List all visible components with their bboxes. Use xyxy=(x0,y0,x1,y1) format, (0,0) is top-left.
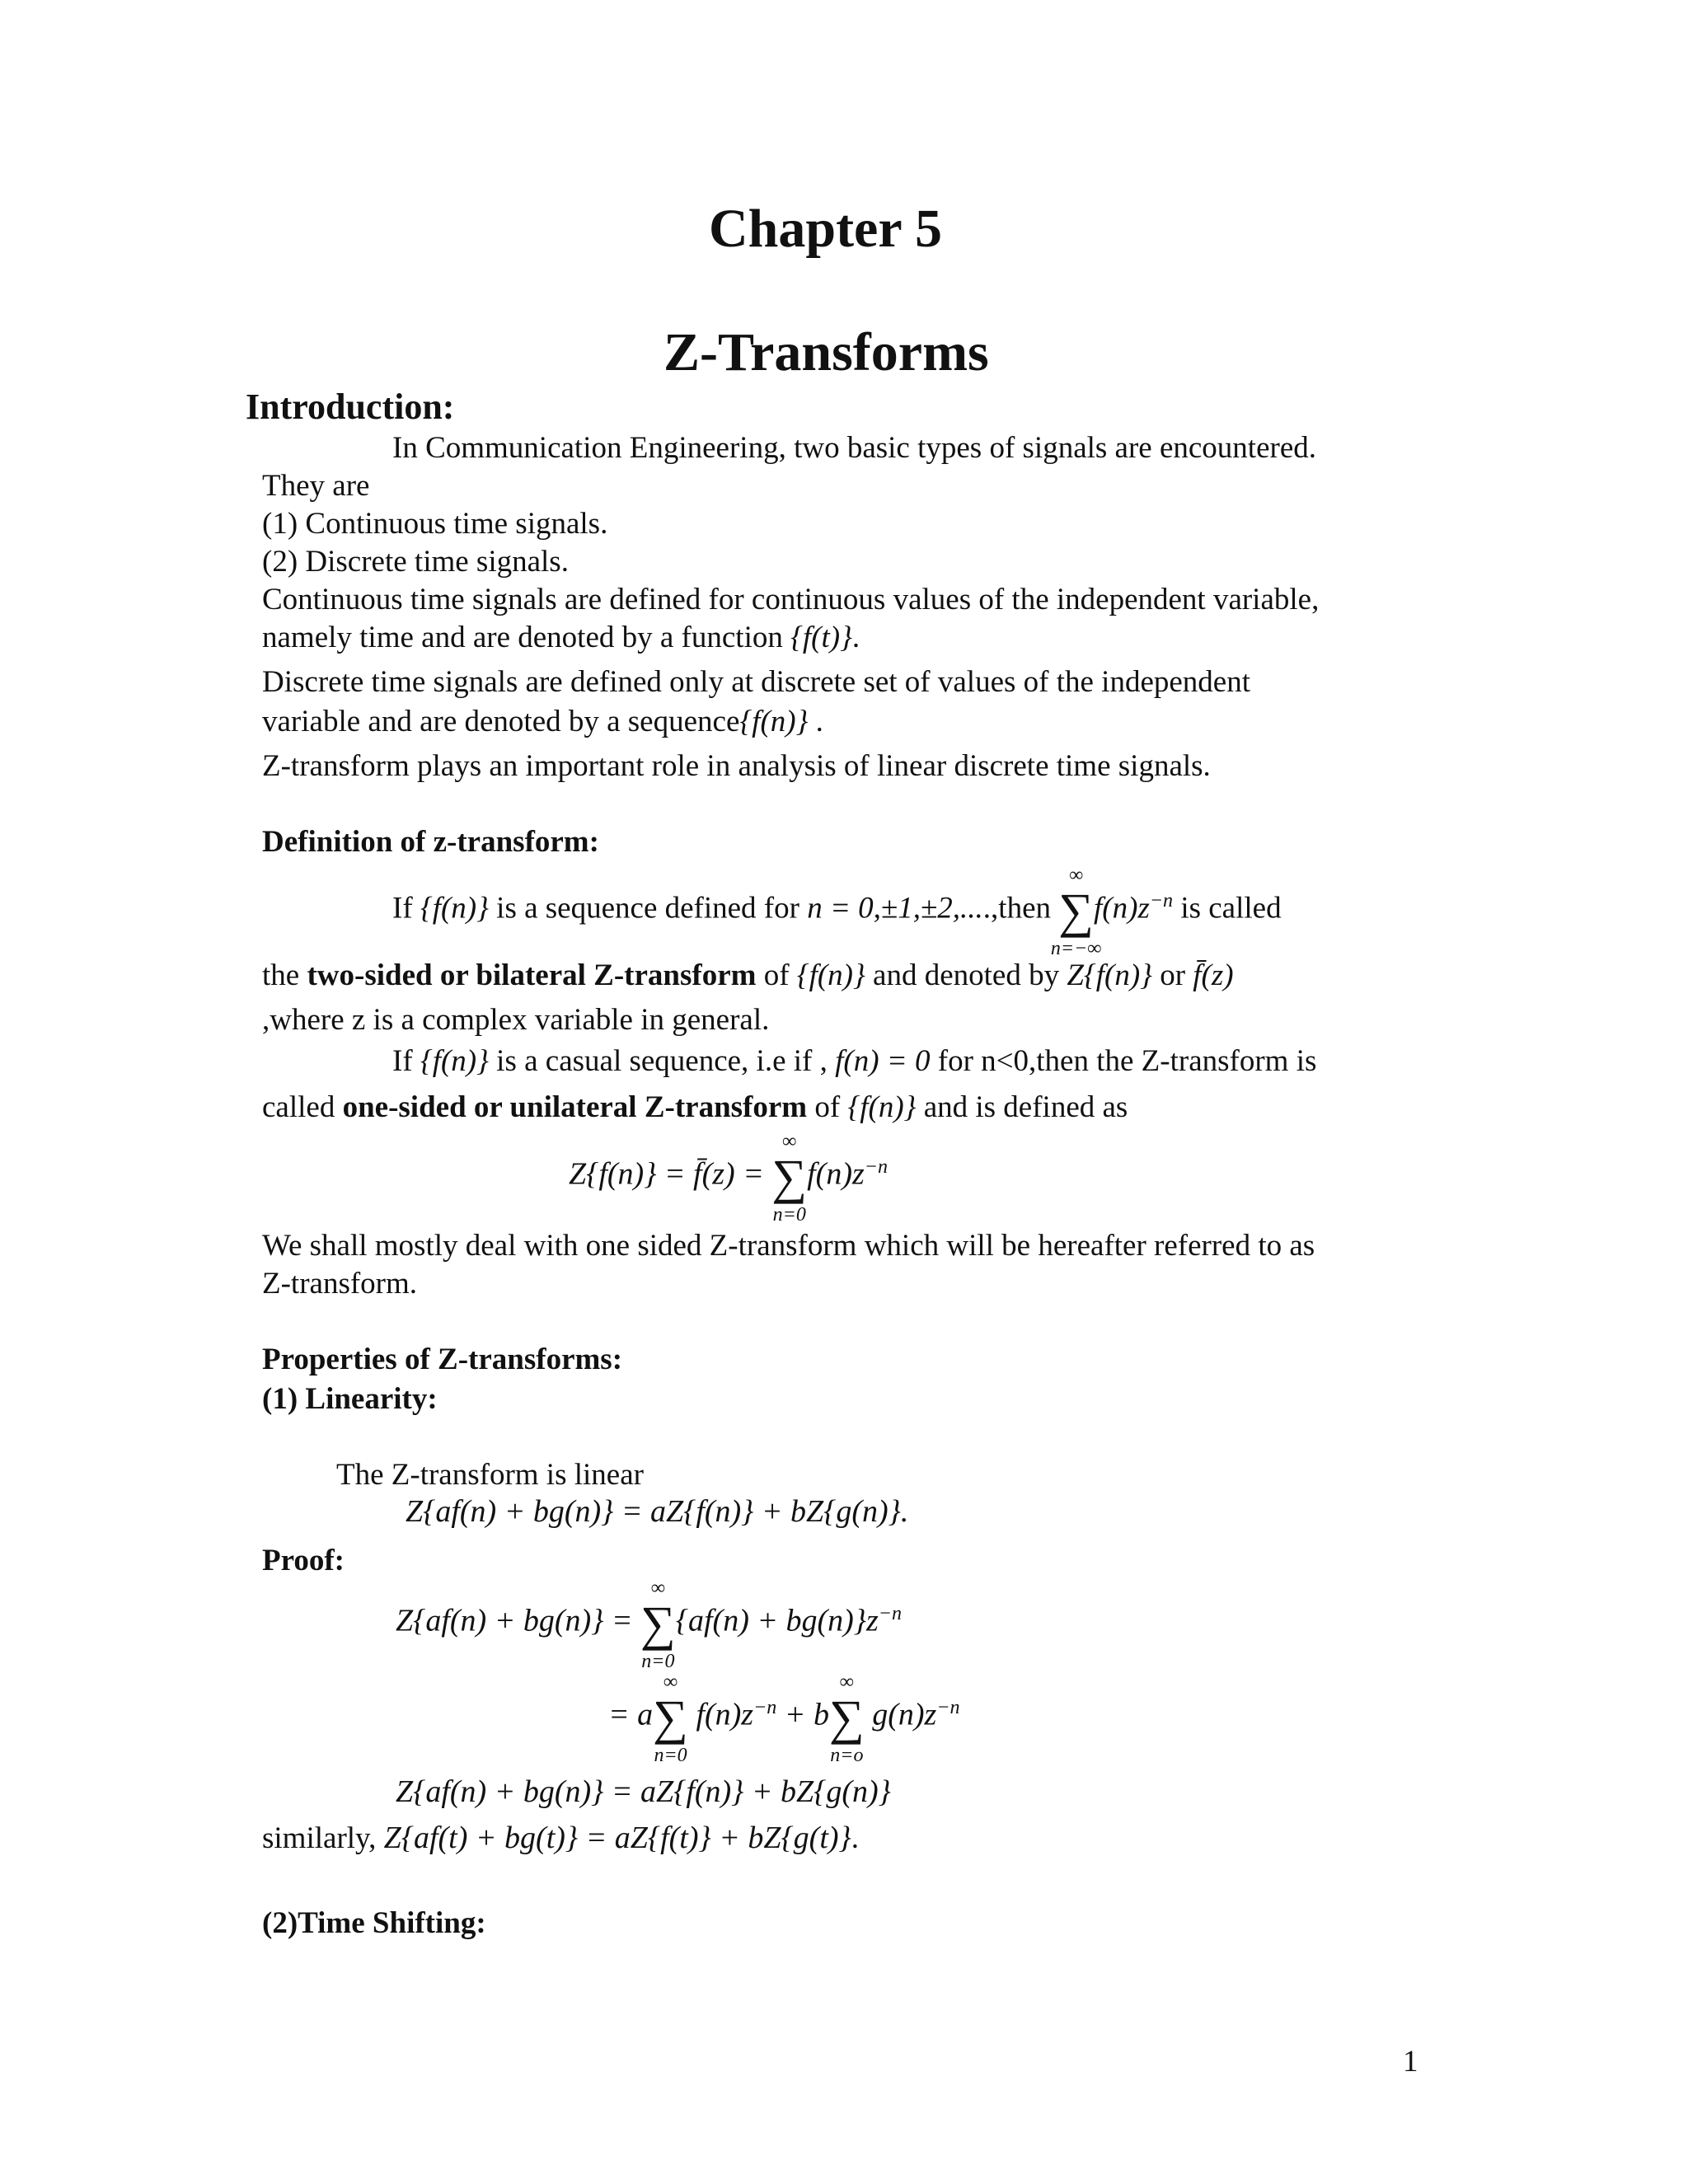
sum-lower-limit: n=−∞ xyxy=(1050,938,1102,959)
called-word: called xyxy=(262,1090,335,1124)
unilateral-sum-symbol: ∞ ∑ n=0 xyxy=(771,1131,808,1226)
intro-paragraph-4b: variable and are denoted by a sequence{f(n)} . xyxy=(262,705,823,738)
proof-step-2-b: + b xyxy=(784,1697,829,1732)
the-word: the xyxy=(262,958,300,992)
linearity-dot: . xyxy=(900,1494,909,1529)
proof-step-2-exp-1: −n xyxy=(753,1697,777,1719)
definition-line-5 xyxy=(262,1090,1128,1125)
intro-heading: Introduction: xyxy=(246,387,455,427)
similarly-equation: Z{af(t) + bg(t)} = aZ{f(t)} + bZ{g(t)} xyxy=(383,1821,851,1855)
fn-notation: {f(n)} xyxy=(847,1090,917,1124)
intro-paragraph-3a: Continuous time signals are defined for continuous values of the independent variable, xyxy=(262,583,1320,616)
definition-line-2 xyxy=(262,958,1234,993)
if-word: If xyxy=(392,891,413,926)
intro-paragraph-3b: namely time and are denoted by a function {f(t)}. xyxy=(262,621,860,654)
intro-list-item-2: (2) Discrete time signals. xyxy=(262,545,569,579)
proof-heading: Proof: xyxy=(262,1544,345,1577)
proof-sum-symbol: ∞ ∑ n=0 xyxy=(640,1577,676,1672)
sum-exponent: −n xyxy=(864,1156,888,1179)
proof-step-1 xyxy=(396,1577,902,1672)
intro-list-item-1: (1) Continuous time signals. xyxy=(262,507,608,541)
proof-step-1-exponent: −n xyxy=(878,1603,902,1625)
sum-lower-limit: n=0 xyxy=(654,1745,687,1766)
similarly-label: similarly, xyxy=(262,1821,377,1855)
definition-line-1 xyxy=(392,865,1282,959)
proof-step-2-term-1: f(n)z xyxy=(696,1697,754,1732)
proof-step-3: Z{af(n) + bg(n)} = aZ{f(n)} + bZ{g(n)} xyxy=(396,1774,891,1809)
fn-notation: {f(n)} xyxy=(796,958,865,992)
linearity-equation xyxy=(406,1493,908,1530)
definition-line-3: ,where z is a complex variable in general. xyxy=(262,1003,770,1037)
sequence-notation: {f(n)} xyxy=(739,705,809,738)
or-word: or xyxy=(1160,958,1186,992)
intro-paragraph-1: In Communication Engineering, two basic types of signals are encountered. xyxy=(392,431,1317,465)
bilateral-term: two-sided or bilateral Z-transform xyxy=(307,958,757,992)
then-text: .,then xyxy=(982,891,1051,926)
function-notation: {f(t)} xyxy=(790,621,852,654)
sum-upper-limit: ∞ xyxy=(663,1671,678,1693)
definition-line-4 xyxy=(392,1043,1316,1079)
proof-sum-symbol-1: ∞ ∑ n=0 xyxy=(653,1671,688,1766)
fbar-notation: f̄(z) xyxy=(1193,958,1234,992)
properties-heading: Properties of Z-transforms: xyxy=(262,1343,623,1376)
page-title: Z-Transforms xyxy=(663,322,989,382)
if-word: If xyxy=(392,1044,413,1078)
definition-paragraph-7: Z-transform. xyxy=(262,1267,418,1301)
denoted-text: and denoted by xyxy=(873,958,1060,992)
proof-step-2-exp-2: −n xyxy=(936,1697,960,1719)
sum-upper-limit: ∞ xyxy=(839,1671,854,1693)
proof-step-2-a: = a xyxy=(608,1697,654,1732)
of-word: of xyxy=(763,958,790,992)
z-notation: Z{f(n)} xyxy=(1067,958,1152,992)
linearity-formula: Z{af(n) + bg(n)} = aZ{f(n)} + bZ{g(n)} xyxy=(406,1494,901,1529)
intro-paragraph-5: Z-transform plays an important role in analysis of linear discrete time signals. xyxy=(262,749,1211,783)
sum-lower-limit: n=0 xyxy=(641,1651,675,1672)
proof-step-2 xyxy=(608,1671,960,1766)
linearity-heading: (1) Linearity: xyxy=(262,1382,438,1416)
intro-paragraph-2: They are xyxy=(262,469,370,503)
of-word: of xyxy=(814,1090,841,1124)
intro-paragraph-3b-text: namely time and are denoted by a function xyxy=(262,621,783,654)
n-values: n = 0,±1,±2,... xyxy=(807,891,983,926)
linearity-text: The Z-transform is linear xyxy=(336,1458,644,1492)
page-number: 1 xyxy=(1403,2045,1418,2079)
chapter-label: Chapter 5 xyxy=(709,199,942,259)
definition-paragraph-6: We shall mostly deal with one sided Z-transform which will be hereafter referred to as xyxy=(262,1229,1315,1263)
sum-lower-limit: n=0 xyxy=(772,1204,806,1226)
sum-exponent: −n xyxy=(1149,890,1174,912)
sum-term: f(n)z xyxy=(1094,891,1150,926)
bilateral-sum-symbol: ∞ ∑ n=−∞ xyxy=(1050,865,1102,959)
unilateral-term: one-sided or unilateral Z-transform xyxy=(342,1090,808,1124)
equation-lhs: Z{f(n)} = f̄(z) = xyxy=(569,1156,764,1192)
proof-step-1-lhs: Z{af(n) + bg(n)} = xyxy=(396,1603,633,1638)
sum-term: f(n)z xyxy=(807,1156,865,1192)
time-shifting-heading: (2)Time Shifting: xyxy=(262,1906,486,1940)
sum-lower-limit: n=o xyxy=(830,1745,864,1766)
defined-text: and is defined as xyxy=(923,1090,1128,1124)
definition-heading: Definition of z-transform: xyxy=(262,825,599,859)
causal-condition: f(n) = 0 xyxy=(835,1044,931,1078)
sum-upper-limit: ∞ xyxy=(650,1577,665,1599)
casual-text: is a casual sequence, i.e if , xyxy=(496,1044,828,1078)
rest-text: for n<0,then the Z-transform is xyxy=(937,1044,1317,1078)
intro-paragraph-4b-text: variable and are denoted by a sequence xyxy=(262,705,740,738)
fn-notation: {f(n)} xyxy=(420,1044,489,1078)
proof-step-1-term: {af(n) + bg(n)}z xyxy=(675,1603,879,1638)
proof-step-2-term-2: g(n)z xyxy=(872,1697,937,1732)
similarly-dot: . xyxy=(851,1821,859,1855)
sum-upper-limit: ∞ xyxy=(1069,865,1084,886)
intro-paragraph-4a: Discrete time signals are defined only at discrete set of values of the independent xyxy=(262,665,1250,699)
similarly-line xyxy=(262,1820,859,1856)
sequence-text: is a sequence defined for xyxy=(496,891,799,926)
fn-notation: {f(n)} xyxy=(420,891,489,926)
proof-sum-symbol-2: ∞ ∑ n=o xyxy=(828,1671,865,1766)
is-called-text: is called xyxy=(1180,891,1282,926)
unilateral-equation xyxy=(569,1131,888,1226)
sum-upper-limit: ∞ xyxy=(782,1131,797,1152)
